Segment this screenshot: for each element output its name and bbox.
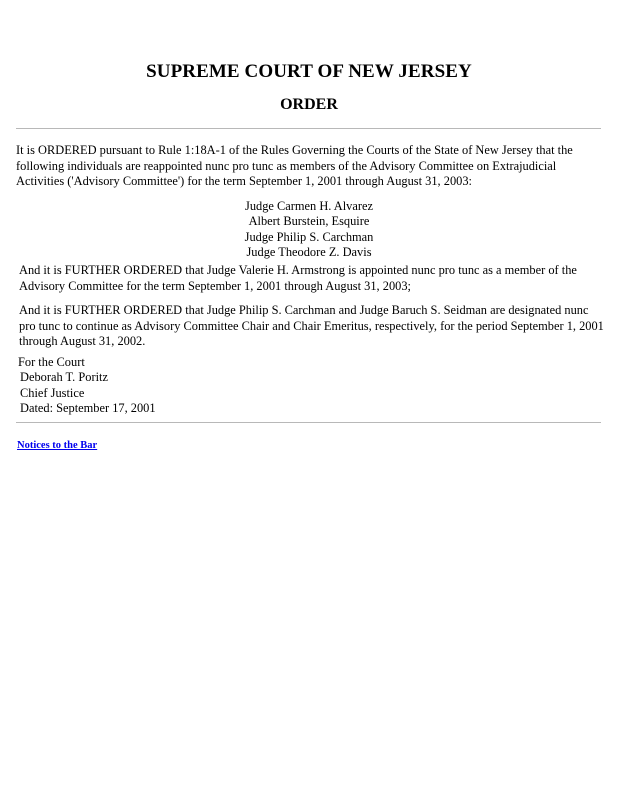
notices-to-the-bar-link[interactable]: Notices to the Bar [17,440,98,451]
order-paragraph-appointment: And it is FURTHER ORDERED that Judge Valerie H. Armstrong is appointed nunc pro tunc as a member of the Advisory Committee for the term September 1, 2001 through August 31, 2003; [19,263,577,293]
court-title: SUPREME COURT OF NEW JERSEY [146,61,472,82]
signature-name: Deborah T. Poritz [20,370,108,385]
judge-name: Albert Burstein, Esquire [248,214,370,229]
judge-name: Judge Philip S. Carchman [244,229,374,244]
order-title: ORDER [280,96,338,113]
signature-date: Dated: September 17, 2001 [20,401,156,416]
judge-name: Judge Carmen H. Alvarez [245,199,373,213]
top-divider [16,128,601,129]
bottom-divider [16,422,601,423]
signature-title: Chief Justice [20,385,85,400]
order-paragraph-designation: And it is FURTHER ORDERED that Judge Philip S. Carchman and Judge Baruch S. Seidman are designated nunc pro tunc to continue as Advisory Committee Chair and Chair Emeritus, respectively, for the period September 1, 2001 through August 31, 2002. [19,303,604,349]
signature-block [18,355,156,417]
judge-name: Judge Theodore Z. Davis [246,245,372,260]
judges-list [0,199,618,261]
order-paragraph-reappointment: It is ORDERED pursuant to Rule 1:18A-1 of the Rules Governing the Courts of the State of New Jersey that the following individuals are reappointed nunc pro tunc as members of the Advisory Committee on Extrajudicial Activities ('Advisory Committee') for the term September 1, 2001 through August 31, 2003: [16,143,573,189]
signature-for-the-court: For the Court [18,355,85,369]
